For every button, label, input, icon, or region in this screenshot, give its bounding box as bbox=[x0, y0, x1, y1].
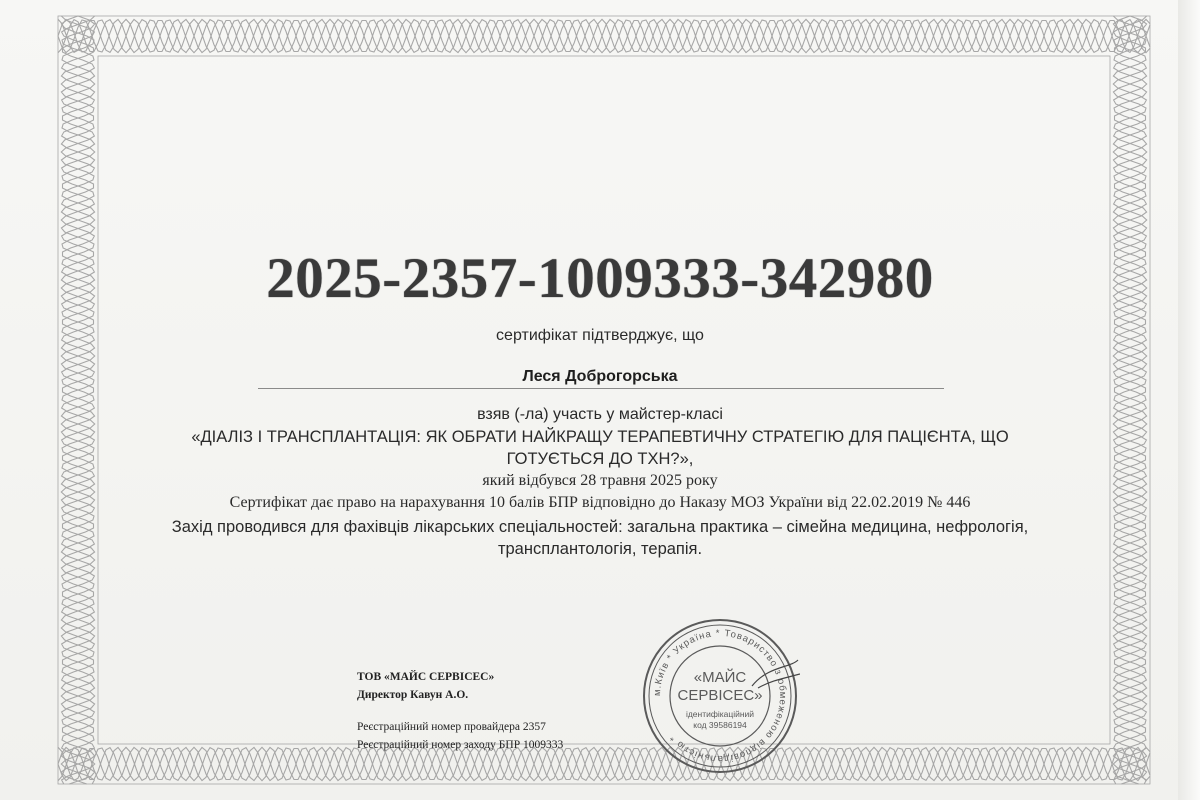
provider-block bbox=[357, 668, 563, 754]
confirms-text: сертифікат підтверджує, що bbox=[496, 327, 704, 344]
certificate-number: 2025-2357-1009333-342980 bbox=[266, 247, 934, 310]
stamp-id-code: код 39586194 bbox=[693, 720, 747, 730]
stamp-name-line-2: СЕРВІСЕС» bbox=[677, 687, 763, 704]
certificate-content bbox=[110, 0, 1090, 800]
event-registration: Реєстраційний номер заходу БПР 1009333 bbox=[357, 739, 564, 751]
provider-director: Директор Кавун А.О. bbox=[357, 689, 469, 701]
company-stamp bbox=[640, 616, 800, 776]
specialties-line-1: Захід проводився для фахівців лікарських спеціальностей: загальна практика – сімейна медицина, нефрологія, bbox=[171, 518, 1029, 536]
stamp-name-line-1: «МАЙС bbox=[693, 669, 747, 686]
provider-company: ТОВ «МАЙС СЕРВІСЕС» bbox=[357, 671, 495, 683]
recipient-name: Леся Доброгорська bbox=[522, 368, 678, 385]
participation-text: взяв (-ла) участь у майстер-класі bbox=[477, 406, 723, 423]
event-date-text: який відбувся 28 травня 2025 року bbox=[482, 472, 718, 489]
stamp-id-label: ідентифікаційний bbox=[685, 709, 755, 719]
event-title-line-1: «ДІАЛІЗ І ТРАНСПЛАНТАЦІЯ: ЯК ОБРАТИ НАЙКРАЩУ ТЕРАПЕВТИЧНУ СТРАТЕГІЮ ДЛЯ ПАЦІЄНТА, ЩО bbox=[191, 428, 1009, 446]
event-title-line-2: ГОТУЄТЬСЯ ДО ТХН?», bbox=[506, 450, 694, 468]
credits-text: Сертифікат дає право на нарахування 10 балів БПР відповідно до Наказу МОЗ України від 22.02.2019 № 446 bbox=[229, 494, 971, 511]
recipient-underline bbox=[258, 388, 944, 389]
stamp-ring-text: м.Київ * Україна * Товариство з обмеженою відповідальністю * bbox=[651, 627, 789, 765]
specialties-line-2: трансплантологія, терапія. bbox=[497, 540, 703, 558]
provider-registration: Реєстраційний номер провайдера 2357 bbox=[357, 721, 546, 733]
